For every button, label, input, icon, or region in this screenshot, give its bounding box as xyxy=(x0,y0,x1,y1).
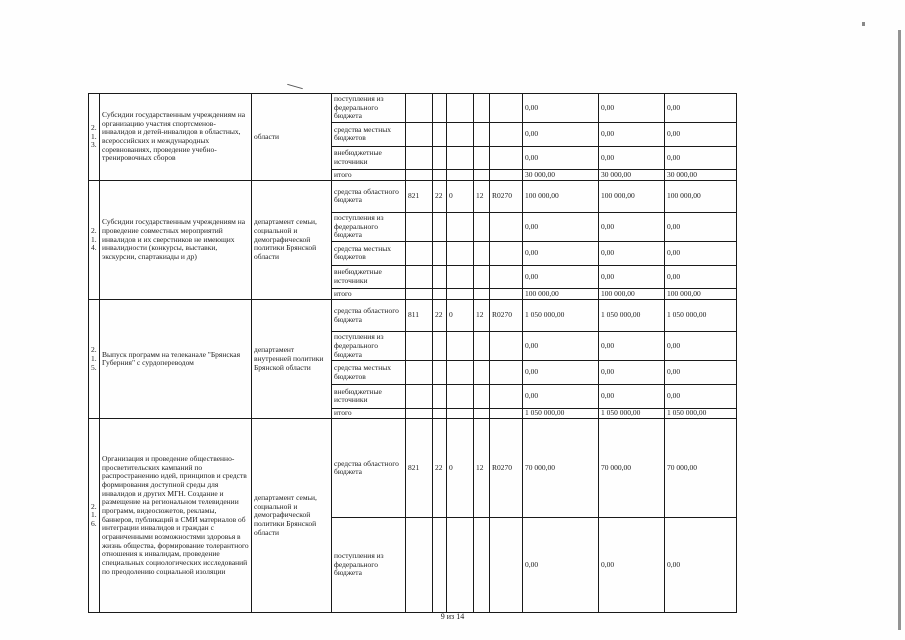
cell-v3: 100 000,00 xyxy=(665,289,737,300)
funding-source: итого xyxy=(332,170,406,180)
item-executor: департамент семьи, социальной и демографической политики Брянской области xyxy=(252,180,332,299)
cell-v1: 0,00 xyxy=(523,385,599,409)
cell-gp: 12 xyxy=(474,300,490,332)
cell-rz xyxy=(433,265,447,289)
cell-csr xyxy=(490,94,523,123)
cell-v3: 0,00 xyxy=(665,242,737,266)
cell-gp xyxy=(474,332,490,361)
item-executor: департамент внутренней политики Брянской области xyxy=(252,300,332,419)
pen-mark xyxy=(287,84,303,89)
cell-gp xyxy=(474,94,490,123)
cell-v2: 0,00 xyxy=(599,242,665,266)
cell-gp xyxy=(474,146,490,170)
cell-csr xyxy=(490,385,523,409)
table-row xyxy=(89,419,737,518)
item-number: 2.1.4. xyxy=(89,180,100,299)
cell-v1: 100 000,00 xyxy=(523,180,599,212)
funding-source: внебюджетные источники xyxy=(332,146,406,170)
cell-pr xyxy=(447,408,474,419)
cell-v3: 0,00 xyxy=(665,146,737,170)
cell-pr xyxy=(447,123,474,147)
funding-source: средства областного бюджета xyxy=(332,180,406,212)
cell-v1: 0,00 xyxy=(523,518,599,613)
table-row xyxy=(89,180,737,212)
cell-grbs xyxy=(406,94,433,123)
cell-v2: 0,00 xyxy=(599,213,665,242)
cell-v3: 0,00 xyxy=(665,361,737,385)
cell-pr xyxy=(447,289,474,300)
cell-v1: 30 000,00 xyxy=(523,170,599,180)
cell-grbs xyxy=(406,123,433,147)
funding-source: средства местных бюджетов xyxy=(332,242,406,266)
funding-source: средства местных бюджетов xyxy=(332,361,406,385)
funding-source: внебюджетные источники xyxy=(332,385,406,409)
cell-csr: R0270 xyxy=(490,300,523,332)
cell-grbs xyxy=(406,408,433,419)
cell-rz xyxy=(433,123,447,147)
cell-csr: R0270 xyxy=(490,180,523,212)
table-row xyxy=(89,94,737,123)
cell-v2: 100 000,00 xyxy=(599,180,665,212)
cell-rz xyxy=(433,408,447,419)
cell-v2: 0,00 xyxy=(599,146,665,170)
page-number: 9 из 14 xyxy=(440,612,465,621)
cell-v3: 100 000,00 xyxy=(665,180,737,212)
cell-v1: 0,00 xyxy=(523,242,599,266)
cell-v2: 1 050 000,00 xyxy=(599,300,665,332)
cell-v1: 1 050 000,00 xyxy=(523,408,599,419)
cell-v1: 0,00 xyxy=(523,361,599,385)
cell-rz: 22 xyxy=(433,419,447,518)
cell-rz xyxy=(433,213,447,242)
cell-v2: 0,00 xyxy=(599,518,665,613)
cell-grbs xyxy=(406,332,433,361)
cell-gp xyxy=(474,408,490,419)
cell-v3: 70 000,00 xyxy=(665,419,737,518)
cell-v3: 0,00 xyxy=(665,123,737,147)
cell-csr xyxy=(490,170,523,180)
cell-pr xyxy=(447,265,474,289)
cell-pr xyxy=(447,213,474,242)
cell-v1: 70 000,00 xyxy=(523,419,599,518)
budget-table xyxy=(88,93,737,613)
cell-v1: 0,00 xyxy=(523,265,599,289)
funding-source: поступления из федерального бюджета xyxy=(332,213,406,242)
funding-source: средства областного бюджета xyxy=(332,300,406,332)
cell-pr: 0 xyxy=(447,419,474,518)
cell-rz: 22 xyxy=(433,180,447,212)
cell-v2: 0,00 xyxy=(599,123,665,147)
item-executor: департамент семьи, социальной и демографической политики Брянской области xyxy=(252,419,332,613)
cell-pr xyxy=(447,518,474,613)
cell-gp xyxy=(474,213,490,242)
cell-pr: 0 xyxy=(447,300,474,332)
cell-v3: 0,00 xyxy=(665,94,737,123)
cell-gp xyxy=(474,123,490,147)
cell-csr xyxy=(490,265,523,289)
cell-rz xyxy=(433,361,447,385)
cell-gp xyxy=(474,385,490,409)
cell-gp: 12 xyxy=(474,180,490,212)
cell-v2: 0,00 xyxy=(599,94,665,123)
funding-source: средства областного бюджета xyxy=(332,419,406,518)
cell-v1: 0,00 xyxy=(523,123,599,147)
cell-v2: 0,00 xyxy=(599,332,665,361)
funding-source: поступления из федерального бюджета xyxy=(332,518,406,613)
cell-grbs xyxy=(406,170,433,180)
cell-v1: 0,00 xyxy=(523,94,599,123)
cell-v3: 0,00 xyxy=(665,332,737,361)
cell-v1: 1 050 000,00 xyxy=(523,300,599,332)
cell-csr xyxy=(490,518,523,613)
item-description: Выпуск программ на телеканале "Брянская Губерния" с сурдопереводом xyxy=(100,300,252,419)
cell-grbs: 811 xyxy=(406,300,433,332)
cell-grbs xyxy=(406,385,433,409)
funding-source: поступления из федерального бюджета xyxy=(332,332,406,361)
cell-pr xyxy=(447,146,474,170)
item-number: 2.1.3. xyxy=(89,94,100,181)
cell-csr xyxy=(490,408,523,419)
cell-v3: 1 050 000,00 xyxy=(665,300,737,332)
cell-gp: 12 xyxy=(474,419,490,518)
cell-csr xyxy=(490,213,523,242)
cell-csr xyxy=(490,289,523,300)
cell-pr xyxy=(447,94,474,123)
cell-rz: 22 xyxy=(433,300,447,332)
cell-v2: 100 000,00 xyxy=(599,289,665,300)
cell-v2: 0,00 xyxy=(599,265,665,289)
cell-v3: 30 000,00 xyxy=(665,170,737,180)
cell-rz xyxy=(433,332,447,361)
item-description: Субсидии государственным учреждениям на проведение совместных мероприятий инвалидов и их сверстников не имеющих инвалидности (конкурсы, выставки, экскурсии, спартакиады и др) xyxy=(100,180,252,299)
cell-grbs: 821 xyxy=(406,180,433,212)
cell-v3: 1 050 000,00 xyxy=(665,408,737,419)
cell-rz xyxy=(433,94,447,123)
cell-csr: R0270 xyxy=(490,419,523,518)
cell-gp xyxy=(474,265,490,289)
scan-speck xyxy=(862,22,865,26)
cell-pr: 0 xyxy=(447,180,474,212)
cell-grbs xyxy=(406,265,433,289)
cell-grbs xyxy=(406,289,433,300)
funding-source: средства местных бюджетов xyxy=(332,123,406,147)
cell-v1: 100 000,00 xyxy=(523,289,599,300)
item-description: Организация и проведение общественно-просветительских кампаний по распространению идей, принципов и средств формирования доступной среды для инвалидов и других МГН. Создание и размещение на региональном телевидении программ, видеосюжетов, рекламы, баннеров, публикаций в СМИ материалов об интеграции инвалидов и граждан с ограниченными возможностями здоровья в жизнь общества, формирование толерантного отношения к инвалидам, проведение специальных социологических исследований по преодолению социальной изоляции xyxy=(100,419,252,613)
cell-v2: 0,00 xyxy=(599,361,665,385)
cell-csr xyxy=(490,361,523,385)
cell-rz xyxy=(433,385,447,409)
item-description: Субсидии государственным учреждениям на организацию участия спортсменов-инвалидов и детей-инвалидов в областных, всероссийских и международных соревнованиях, проведение учебно-тренировочных сборов xyxy=(100,94,252,181)
cell-v3: 0,00 xyxy=(665,213,737,242)
table-row xyxy=(89,300,737,332)
cell-v3: 0,00 xyxy=(665,265,737,289)
cell-grbs xyxy=(406,146,433,170)
cell-v2: 1 050 000,00 xyxy=(599,408,665,419)
cell-gp xyxy=(474,518,490,613)
page-edge-shadow xyxy=(898,30,901,630)
cell-pr xyxy=(447,170,474,180)
cell-rz xyxy=(433,518,447,613)
cell-csr xyxy=(490,332,523,361)
funding-source: внебюджетные источники xyxy=(332,265,406,289)
cell-csr xyxy=(490,242,523,266)
cell-rz xyxy=(433,289,447,300)
cell-gp xyxy=(474,242,490,266)
cell-grbs xyxy=(406,518,433,613)
cell-rz xyxy=(433,146,447,170)
cell-gp xyxy=(474,361,490,385)
cell-v1: 0,00 xyxy=(523,332,599,361)
cell-pr xyxy=(447,361,474,385)
cell-v2: 70 000,00 xyxy=(599,419,665,518)
cell-rz xyxy=(433,170,447,180)
cell-pr xyxy=(447,385,474,409)
cell-grbs: 821 xyxy=(406,419,433,518)
funding-source: итого xyxy=(332,289,406,300)
cell-grbs xyxy=(406,361,433,385)
cell-grbs xyxy=(406,242,433,266)
funding-source: итого xyxy=(332,408,406,419)
cell-gp xyxy=(474,289,490,300)
item-number: 2.1.5. xyxy=(89,300,100,419)
cell-csr xyxy=(490,123,523,147)
cell-v1: 0,00 xyxy=(523,213,599,242)
cell-grbs xyxy=(406,213,433,242)
item-executor: области xyxy=(252,94,332,181)
cell-v1: 0,00 xyxy=(523,146,599,170)
cell-v2: 0,00 xyxy=(599,385,665,409)
cell-rz xyxy=(433,242,447,266)
cell-csr xyxy=(490,146,523,170)
cell-v3: 0,00 xyxy=(665,518,737,613)
cell-pr xyxy=(447,332,474,361)
cell-v2: 30 000,00 xyxy=(599,170,665,180)
cell-gp xyxy=(474,170,490,180)
funding-source: поступления из федерального бюджета xyxy=(332,94,406,123)
cell-pr xyxy=(447,242,474,266)
item-number: 2.1.6. xyxy=(89,419,100,613)
cell-v3: 0,00 xyxy=(665,385,737,409)
